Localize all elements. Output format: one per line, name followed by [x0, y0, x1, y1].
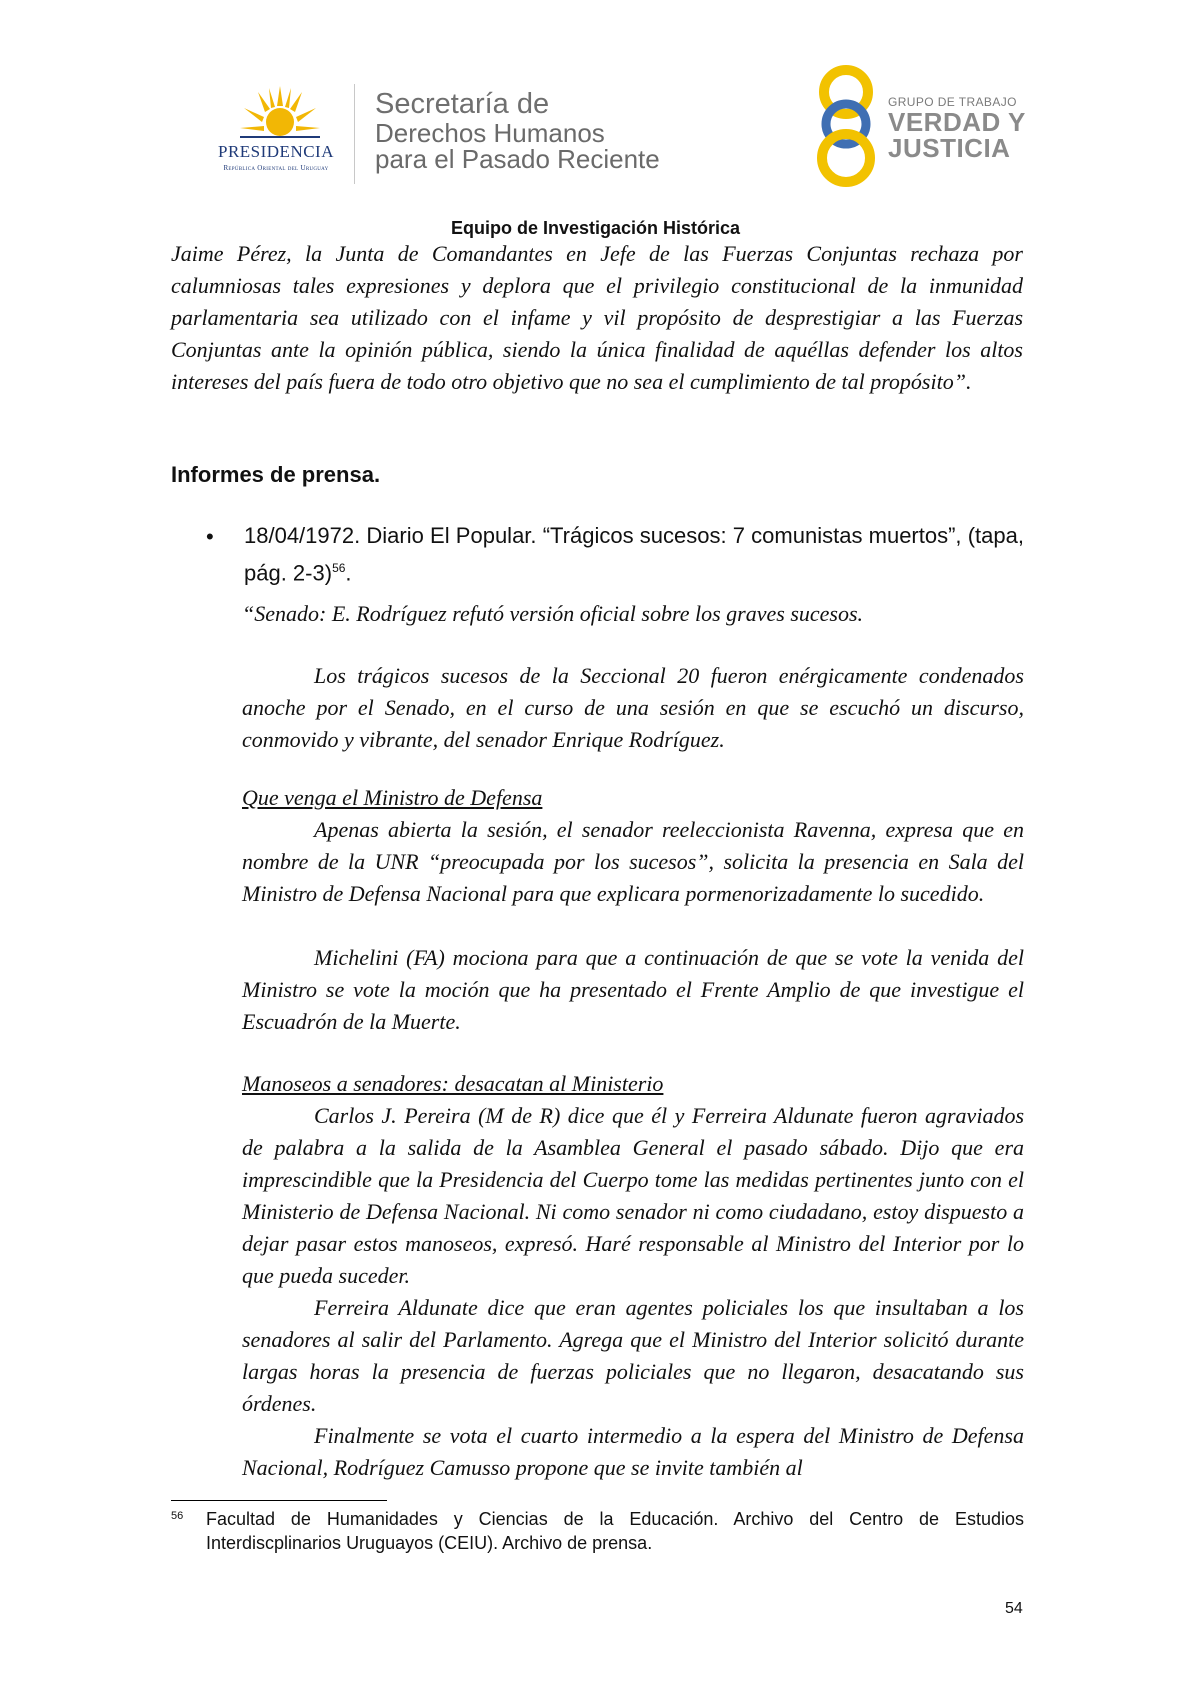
quote-paragraph-1: Los trágicos sucesos de la Seccional 20 fueron enérgicamente condenados anoche por el Senado, en el curso de una sesión en que se escuchó un discurso, conmovido y vibrante, del senador Enrique Rodríguez.: [242, 663, 1024, 752]
secretaria-line1: Secretaría de: [375, 88, 550, 120]
footnote-rule: [171, 1500, 387, 1501]
page-number: 54: [1005, 1600, 1023, 1617]
secretaria-title: [375, 90, 660, 173]
bullet-item: [244, 520, 1024, 589]
bullet-text: 18/04/1972. Diario El Popular. “Trágicos sucesos: 7 comunistas muertos”, (tapa, pág. 2-3): [244, 523, 1024, 586]
grupo-big-label-1: VERDAD Y: [888, 107, 1026, 137]
rings-icon: [806, 62, 886, 192]
presidencia-name: PRESIDENCIA: [217, 142, 334, 161]
footnote-text: Facultad de Humanidades y Ciencias de la Educación. Archivo del Centro de Estudios Interdiscplinarios Uruguayos (CEIU). Archivo de prensa.: [206, 1509, 1024, 1553]
secretaria-line3: para el Pasado Reciente: [375, 144, 660, 175]
footnote-number: 56: [171, 1510, 184, 1522]
team-title: Equipo de Investigación Histórica: [450, 218, 741, 238]
quote-subheading-1: Que venga el Ministro de Defensa: [242, 785, 543, 810]
presidencia-subtitle: República Oriental del Uruguay: [223, 164, 329, 172]
quote-opening: “Senado: E. Rodríguez refutó versión oficial sobre los graves sucesos.: [242, 601, 864, 626]
section-heading: Informes de prensa.: [171, 462, 381, 487]
bullet-symbol: •: [206, 524, 214, 549]
quote-paragraph-2: Apenas abierta la sesión, el senador reeleccionista Ravenna, expresa que en nombre de la UNR “preocupada por los sucesos”, solicita la presencia en Sala del Ministro de Defensa Nacional para que explicara pormenorizadamente lo sucedido.: [242, 817, 1024, 906]
grupo-verdad-justicia-logo: [806, 62, 1036, 192]
quote-paragraph-5: Ferreira Aldunate dice que eran agentes policiales los que insultaban a los senadores al salir del Parlamento. Agrega que el Ministro del Interior solicitó durante largas horas la presencia de fuerzas policiales que no llegaron, desacatando sus órdenes.: [242, 1295, 1024, 1416]
quote-paragraph-4: Carlos J. Pereira (M de R) dice que él y Ferreira Aldunate fueron agraviados de palabra a la salida de la Asamblea General el pasado sábado. Dijo que era imprescindible que la Presidencia del Cuerpo tome las medidas pertinentes junto con el Ministerio de Defensa Nacional. Ni como senador ni como ciudadano, estoy dispuesto a dejar pasar estos manoseos, expresó. Haré responsable al Ministro del Interior por lo que pueda suceder.: [242, 1103, 1024, 1288]
intro-paragraph: Jaime Pérez, la Junta de Comandantes en Jefe de las Fuerzas Conjuntas rechaza por calumniosas tales expresiones y deplora que el privilegio constitucional de la inmunidad parlamentaria sea utilizado con el infame y vil propósito de desprestigiar a las Fuerzas Conjuntas ante la opinión pública, siendo la única finalidad de aquéllas defender los altos intereses del país fuera de todo otro objetivo que no sea el cumplimiento de tal propósito”.: [171, 241, 1023, 394]
quote-paragraph-6: Finalmente se vota el cuarto intermedio a la espera del Ministro de Defensa Nacional, Rodríguez Camusso propone que se invite también al: [242, 1423, 1024, 1480]
grupo-small-label: GRUPO DE TRABAJO: [888, 95, 1017, 109]
footnote-reference[interactable]: 56: [332, 561, 346, 575]
secretaria-line2: Derechos Humanos: [375, 117, 605, 148]
quote-paragraph-3: Michelini (FA) mociona para que a continuación de que se vote la venida del Ministro se vote la moción que ha presentado el Frente Amplio de que investigue el Escuadrón de la Muerte.: [242, 945, 1024, 1034]
quote-subheading-2: Manoseos a senadores: desacatan al Ministerio: [242, 1071, 664, 1096]
presidencia-logo: [196, 84, 356, 184]
sun-icon: [240, 84, 320, 144]
header-divider: [354, 84, 355, 184]
grupo-big-label-2: JUSTICIA: [888, 133, 1011, 163]
bullet-end: .: [345, 560, 352, 586]
